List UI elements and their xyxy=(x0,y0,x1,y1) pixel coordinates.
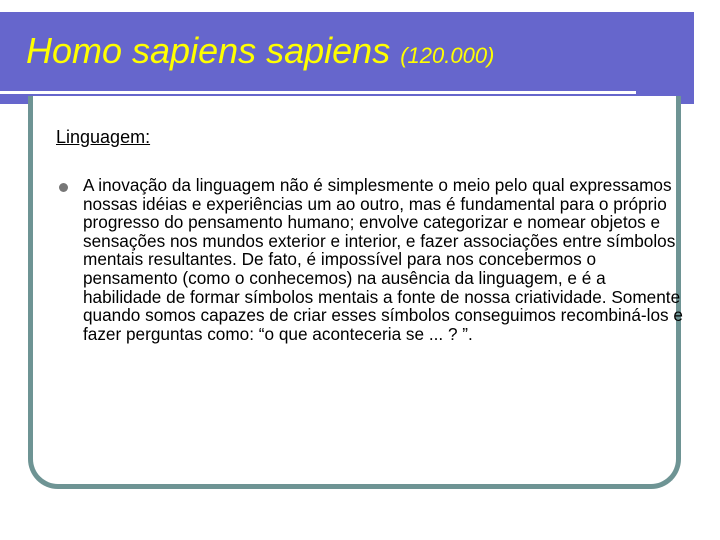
title-band-corner xyxy=(640,12,694,104)
title-band-notch xyxy=(694,12,720,104)
title-underline-rule xyxy=(0,91,636,94)
bullet-icon xyxy=(59,183,68,192)
slide-title xyxy=(26,30,494,72)
slide-title-date: (120.000) xyxy=(400,43,495,68)
section-heading: Linguagem: xyxy=(56,127,151,147)
slide-title-main: Homo sapiens sapiens xyxy=(26,30,401,71)
bullet-paragraph: A inovação da linguagem não é simplesmente o meio pelo qual expressamos nossas idéias e experiências um ao outro, mas é fundamental para o próprio progresso do pensamento humano; envolve categorizar e nomear objetos e sensações nos mundos exterior e interior, e fazer associações entre símbolos mentais resultantes. De fato, é impossível para nos concebermos o pensamento (como o conhecemos) na ausência da linguagem, e é a habilidade de formar símbolos mentais a fonte de nossa criatividade. Somente quando somos capazes de criar esses símbolos conseguimos recombiná-los e fazer perguntas como: “o que aconteceria se ... ? ”. xyxy=(83,175,683,344)
